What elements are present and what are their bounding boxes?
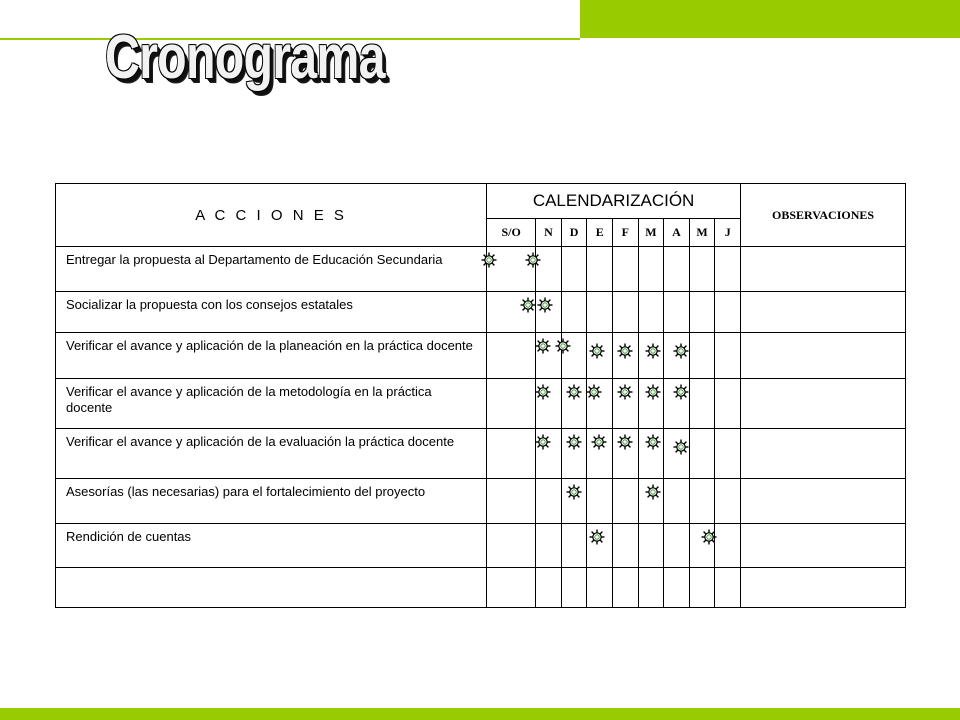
observation-cell: [741, 292, 906, 333]
month-header: D: [561, 219, 587, 247]
month-cell: [487, 568, 536, 608]
month-cell: [561, 379, 587, 429]
month-cell: [587, 479, 613, 524]
month-cell: [689, 247, 715, 292]
month-header: M: [638, 219, 664, 247]
month-cell: [638, 247, 664, 292]
bottom-accent-bar: [0, 708, 960, 720]
month-cell: [561, 568, 587, 608]
month-cell: [664, 524, 690, 568]
month-cell: [587, 247, 613, 292]
month-cell: [715, 333, 741, 379]
month-cell: [613, 524, 639, 568]
action-text: Socializar la propuesta con los consejos estatales: [56, 292, 487, 333]
month-cell: [715, 292, 741, 333]
table-row: [56, 429, 906, 479]
calendar-header: CALENDARIZACIÓN: [487, 184, 741, 219]
month-cell: [536, 247, 562, 292]
month-cell: [487, 292, 536, 333]
schedule-table: [55, 183, 906, 608]
month-cell: [638, 333, 664, 379]
table-row: [56, 479, 906, 524]
month-cell: [587, 524, 613, 568]
observation-cell: [741, 247, 906, 292]
month-cell: [487, 333, 536, 379]
observation-cell: [741, 568, 906, 608]
month-cell: [613, 333, 639, 379]
month-cell: [638, 429, 664, 479]
month-cell: [715, 247, 741, 292]
month-cell: [664, 429, 690, 479]
month-cell: [613, 292, 639, 333]
month-cell: [587, 429, 613, 479]
action-text: Entregar la propuesta al Departamento de Educación Secundaria: [56, 247, 487, 292]
action-text: Asesorías (las necesarias) para el fortalecimiento del proyecto: [56, 479, 487, 524]
month-cell: [561, 333, 587, 379]
action-text: Verificar el avance y aplicación de la planeación en la práctica docente: [56, 333, 487, 379]
month-cell: [715, 524, 741, 568]
month-cell: [587, 333, 613, 379]
month-cell: [561, 429, 587, 479]
month-cell: [664, 333, 690, 379]
observation-cell: [741, 333, 906, 379]
month-cell: [487, 247, 536, 292]
month-cell: [664, 379, 690, 429]
month-header: A: [664, 219, 690, 247]
observation-cell: [741, 379, 906, 429]
month-cell: [664, 479, 690, 524]
table-row: [56, 333, 906, 379]
page-title: Cronograma: [105, 23, 385, 92]
month-cell: [536, 333, 562, 379]
month-cell: [638, 379, 664, 429]
month-cell: [587, 568, 613, 608]
month-cell: [613, 379, 639, 429]
month-cell: [487, 479, 536, 524]
month-cell: [561, 524, 587, 568]
month-cell: [613, 568, 639, 608]
month-cell: [536, 429, 562, 479]
action-text: [56, 568, 487, 608]
month-cell: [638, 568, 664, 608]
month-cell: [561, 292, 587, 333]
month-cell: [689, 524, 715, 568]
observation-cell: [741, 524, 906, 568]
month-header: E: [587, 219, 613, 247]
table-row: [56, 524, 906, 568]
table-row: [56, 292, 906, 333]
month-cell: [715, 379, 741, 429]
month-cell: [536, 379, 562, 429]
month-cell: [613, 429, 639, 479]
observation-cell: [741, 479, 906, 524]
month-header: S/O: [487, 219, 536, 247]
month-cell: [638, 479, 664, 524]
month-header: F: [613, 219, 639, 247]
observations-header: OBSERVACIONES: [741, 184, 906, 247]
month-cell: [487, 429, 536, 479]
action-text: Verificar el avance y aplicación de la evaluación la práctica docente: [56, 429, 487, 479]
month-cell: [638, 524, 664, 568]
action-text: Verificar el avance y aplicación de la metodología en la práctica docente: [56, 379, 487, 429]
month-cell: [536, 524, 562, 568]
month-cell: [487, 524, 536, 568]
month-header: N: [536, 219, 562, 247]
action-text: Rendición de cuentas: [56, 524, 487, 568]
table-row: [56, 247, 906, 292]
month-cell: [689, 292, 715, 333]
month-cell: [664, 292, 690, 333]
table-row: [56, 568, 906, 608]
month-cell: [715, 568, 741, 608]
month-cell: [536, 568, 562, 608]
month-cell: [638, 292, 664, 333]
month-cell: [561, 479, 587, 524]
month-header: J: [715, 219, 741, 247]
month-cell: [689, 379, 715, 429]
month-cell: [487, 379, 536, 429]
month-cell: [613, 247, 639, 292]
observation-cell: [741, 429, 906, 479]
month-cell: [536, 292, 562, 333]
month-cell: [536, 479, 562, 524]
month-cell: [689, 429, 715, 479]
top-accent-bar: [580, 0, 960, 38]
month-cell: [689, 568, 715, 608]
month-cell: [613, 479, 639, 524]
month-cell: [715, 429, 741, 479]
month-cell: [664, 568, 690, 608]
month-cell: [587, 379, 613, 429]
month-cell: [561, 247, 587, 292]
month-cell: [664, 247, 690, 292]
month-cell: [587, 292, 613, 333]
month-cell: [689, 479, 715, 524]
month-cell: [689, 333, 715, 379]
month-header: M: [689, 219, 715, 247]
table-row: [56, 379, 906, 429]
acciones-header: A C C I O N E S: [56, 184, 487, 247]
month-cell: [715, 479, 741, 524]
